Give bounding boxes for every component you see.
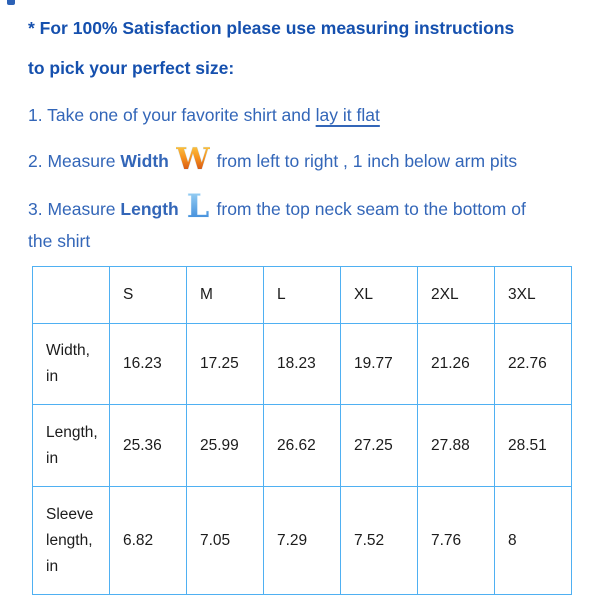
row-label-width: Width, in — [33, 324, 110, 405]
width-keyword: Width — [120, 151, 169, 171]
svg-text:W: W — [175, 142, 210, 176]
table-cell: 22.76 — [495, 324, 572, 405]
row-label-length: Length, in — [33, 405, 110, 487]
heading-line-1: * For 100% Satisfaction please use measuring instructions — [28, 18, 515, 38]
table-cell: 7.05 — [187, 487, 264, 595]
table-row-width — [33, 324, 572, 405]
measuring-instructions-heading — [28, 8, 566, 88]
width-letter-icon — [176, 142, 210, 176]
instruction-step-3 — [28, 188, 566, 257]
table-cell: 7.52 — [341, 487, 418, 595]
table-cell: 6.82 — [110, 487, 187, 595]
table-cell: 26.62 — [264, 405, 341, 487]
step3-text: 3. Measure — [28, 199, 116, 219]
instruction-step-2 — [28, 142, 566, 177]
length-keyword: Length — [120, 199, 179, 219]
table-row-sleeve-length — [33, 487, 572, 595]
heading-line-2: to pick your perfect size: — [28, 58, 235, 78]
table-cell: 8 — [495, 487, 572, 595]
col-header-m: M — [187, 267, 264, 324]
table-cell: 27.88 — [418, 405, 495, 487]
step3-text-after-icon: from the top neck seam to the bottom of — [216, 199, 526, 219]
step2-text: 2. Measure — [28, 151, 116, 171]
top-edge-artifact — [7, 0, 15, 5]
table-cell: 16.23 — [110, 324, 187, 405]
table-cell: 19.77 — [341, 324, 418, 405]
step1-text: 1. Take one of your favorite shirt and — [28, 105, 311, 125]
step2-text-after-icon: from left to right , 1 inch below arm pits — [216, 151, 518, 171]
lay-it-flat-link[interactable]: lay it flat — [315, 105, 380, 125]
row-label-sleeve-length: Sleeve length, in — [33, 487, 110, 595]
col-header-xl: XL — [341, 267, 418, 324]
col-header-s: S — [110, 267, 187, 324]
corner-cell — [33, 267, 110, 324]
table-row-length — [33, 405, 572, 487]
col-header-l: L — [264, 267, 341, 324]
step3-text-line2: the shirt — [28, 231, 91, 251]
table-cell: 25.99 — [187, 405, 264, 487]
table-cell: 7.76 — [418, 487, 495, 595]
table-cell: 25.36 — [110, 405, 187, 487]
length-letter-icon — [186, 188, 210, 224]
table-cell: 7.29 — [264, 487, 341, 595]
col-header-3xl: 3XL — [495, 267, 572, 324]
table-cell: 27.25 — [341, 405, 418, 487]
size-chart-table — [32, 266, 572, 595]
table-cell: 18.23 — [264, 324, 341, 405]
instruction-step-1 — [28, 99, 566, 131]
svg-text:L: L — [186, 188, 209, 224]
col-header-2xl: 2XL — [418, 267, 495, 324]
table-cell: 28.51 — [495, 405, 572, 487]
table-cell: 21.26 — [418, 324, 495, 405]
size-header-row — [33, 267, 572, 324]
table-cell: 17.25 — [187, 324, 264, 405]
